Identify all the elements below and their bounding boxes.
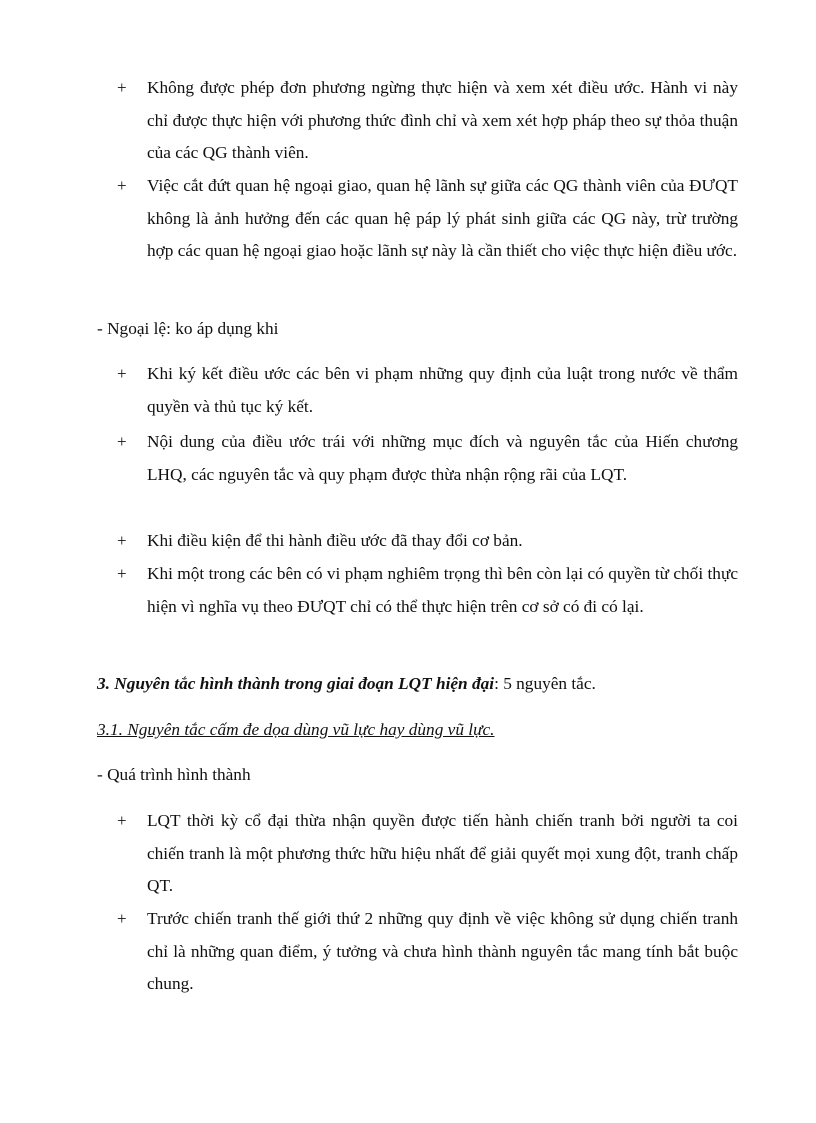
process-heading: - Quá trình hình thành — [97, 765, 251, 784]
bullet-text: Không được phép đơn phương ngừng thực hiện và xem xét điều ước. Hành vi này chỉ được thực hiện với phương thức đình chỉ và xem xét hợp pháp theo sự thỏa thuận của các QG thành viên. — [147, 78, 738, 162]
bullet-text: Nội dung của điều ước trái với những mục đích và nguyên tắc của Hiến chương LHQ, các nguyên tắc và quy phạm được thừa nhận rộng rãi của LQT. — [147, 432, 738, 484]
bullet-marker: + — [117, 176, 127, 195]
section-heading — [97, 668, 737, 701]
bullet-marker: + — [117, 531, 127, 550]
section-heading-note: : 5 nguyên tắc. — [494, 674, 596, 693]
bullet-marker: + — [117, 78, 127, 97]
bullet-text: Khi một trong các bên có vi phạm nghiêm trọng thì bên còn lại có quyền từ chối thực hiện vì nghĩa vụ theo ĐƯQT chỉ có thể thực hiện trên cơ sở có đi có lại. — [147, 564, 738, 616]
subsection-heading-text: 3.1. Nguyên tắc cấm đe dọa dùng vũ lực hay dùng vũ lực. — [97, 720, 495, 739]
bullet-marker: + — [117, 811, 127, 830]
subsection-heading — [97, 714, 737, 747]
section-heading-title: 3. Nguyên tắc hình thành trong giai đoạn LQT hiện đại — [97, 674, 495, 693]
bullet-marker: + — [117, 432, 127, 451]
bullet-text: Trước chiến tranh thế giới thứ 2 những quy định về việc không sử dụng chiến tranh chỉ là những quan điểm, ý tưởng và chưa hình thành nguyên tắc mang tính bắt buộc chung. — [147, 909, 738, 993]
bullet-text: LQT thời kỳ cổ đại thừa nhận quyền được tiến hành chiến tranh bởi người ta coi chiến tranh là một phương thức hữu hiệu nhất để giải quyết mọi xung đột, tranh chấp QT. — [147, 811, 738, 895]
bullet-marker: + — [117, 564, 127, 583]
bullet-marker: + — [117, 364, 127, 383]
bullet-text: Khi ký kết điều ước các bên vi phạm những quy định của luật trong nước về thẩm quyền và thủ tục ký kết. — [147, 364, 738, 416]
bullet-text: Khi điều kiện để thi hành điều ước đã thay đổi cơ bản. — [147, 531, 523, 550]
bullet-text: Việc cắt đứt quan hệ ngoại giao, quan hệ lãnh sự giữa các QG thành viên của ĐƯQT không là ảnh hưởng đến các quan hệ páp lý phát sinh giữa các QG này, trừ trường hợp các quan hệ ngoại giao hoặc lãnh sự này là cần thiết cho việc thực hiện điều ước. — [147, 176, 738, 260]
exception-heading: - Ngoại lệ: ko áp dụng khi — [97, 319, 279, 338]
bullet-marker: + — [117, 909, 127, 928]
